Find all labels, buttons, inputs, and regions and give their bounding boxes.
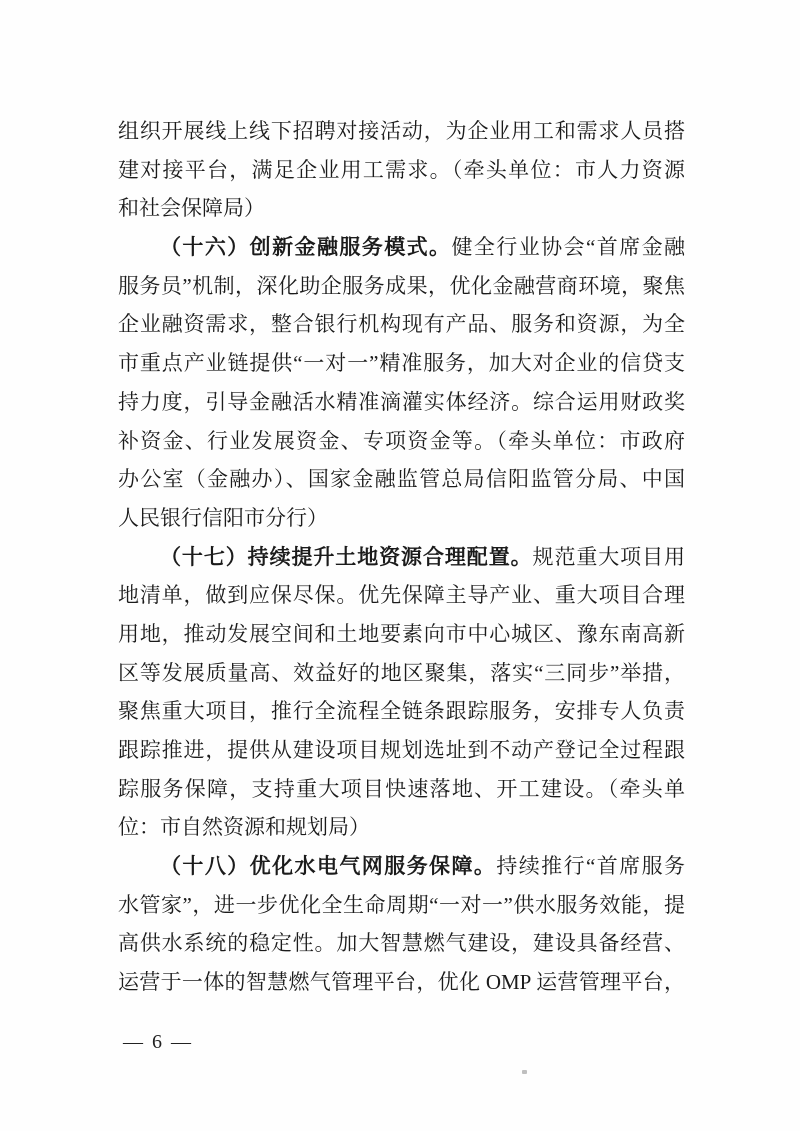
paragraph-text: 健全行业协会“首席金融 — [451, 235, 685, 260]
paragraph-text: 市重点产业链提供“一对一”精准服务，加大对企业的信贷支 — [118, 351, 685, 376]
paragraph-text: 持续推行“首席服务 — [496, 854, 685, 879]
text-line — [118, 422, 685, 461]
text-line — [118, 654, 685, 693]
paragraph-text: 服务员”机制，深化助企服务成果，优化金融营商环境，聚焦 — [118, 273, 685, 298]
paragraph-heading-text: （十七）持续提升土地资源合理配置。 — [160, 544, 533, 569]
paragraph-heading-text: （十六）创新金融服务模式。 — [160, 235, 452, 260]
text-line — [118, 847, 685, 886]
text-line — [118, 460, 685, 499]
text-line — [118, 538, 685, 577]
text-line — [118, 692, 685, 731]
paragraph-text: 规范重大项目用 — [532, 544, 686, 569]
paragraph-text: 运营于一体的智慧燃气管理平台，优化 OMP 运营管理平台， — [118, 970, 685, 995]
text-line — [118, 886, 685, 925]
paragraph-text: 建对接平台，满足企业用工需求。（牵头单位：市人力资源 — [118, 157, 685, 182]
text-line — [118, 267, 685, 306]
paragraph-text: 补资金、行业发展资金、专项资金等。（牵头单位：市政府 — [118, 428, 685, 453]
paragraph-text: 办公室（金融办）、国家金融监管总局信阳监管分局、中国 — [118, 467, 685, 492]
text-line — [118, 731, 685, 770]
paragraph-text: 踪服务保障，支持重大项目快速落地、开工建设。（牵头单 — [118, 776, 685, 801]
text-line — [118, 189, 685, 228]
text-line — [118, 615, 685, 654]
paragraph-text: 聚焦重大项目，推行全流程全链条跟踪服务，安排专人负责 — [118, 699, 685, 724]
text-line — [118, 344, 685, 383]
text-line — [118, 924, 685, 963]
paragraph-text: 水管家”，进一步优化全生命周期“一对一”供水服务效能，提 — [118, 892, 685, 917]
paragraph-text: 区等发展质量高、效益好的地区聚集，落实“三同步”举措， — [118, 660, 685, 685]
text-line — [118, 770, 685, 809]
scan-artifact-speck — [522, 1070, 527, 1074]
text-line — [118, 499, 685, 538]
page-number: — 6 — — [123, 1031, 193, 1053]
paragraph-text: 跟踪推进，提供从建设项目规划选址到不动产登记全过程跟 — [118, 738, 685, 762]
paragraph-text: 用地，推动发展空间和土地要素向市中心城区、豫东南高新 — [118, 621, 685, 646]
text-line — [118, 963, 685, 1002]
paragraph-text: 高供水系统的稳定性。加大智慧燃气建设，建设具备经营、 — [118, 931, 685, 956]
paragraph-text: 人民银行信阳市分行） — [118, 505, 328, 530]
text-line — [118, 228, 685, 267]
document-lines — [118, 112, 685, 1002]
paragraph-text: 地清单，做到应保尽保。优先保障主导产业、重大项目合理 — [118, 583, 685, 608]
paragraph-text: 位：市自然资源和规划局） — [118, 815, 370, 840]
paragraph-text: 组织开展线上线下招聘对接活动，为企业用工和需求人员搭 — [118, 119, 685, 143]
text-line — [118, 151, 685, 190]
text-line — [118, 576, 685, 615]
paragraph-text: 企业融资需求，整合银行机构现有产品、服务和资源，为全 — [118, 312, 685, 337]
paragraph-text: 和社会保障局） — [118, 196, 265, 221]
text-line — [118, 383, 685, 422]
paragraph-text: 持力度，引导金融活水精准滴灌实体经济。综合运用财政奖 — [118, 389, 685, 414]
text-line — [118, 808, 685, 847]
text-line — [118, 305, 685, 344]
text-line — [118, 112, 685, 151]
paragraph-heading-text: （十八）优化水电气网服务保障。 — [160, 854, 497, 879]
